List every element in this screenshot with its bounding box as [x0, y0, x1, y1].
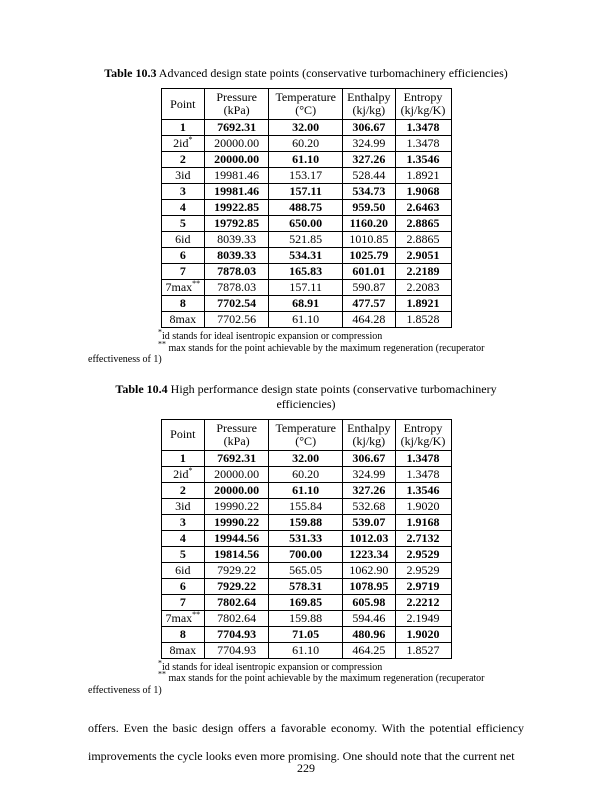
cell-enthalpy: 605.98 — [343, 594, 395, 610]
cell-entropy: 2.2212 — [395, 594, 451, 610]
cell-enthalpy: 306.67 — [343, 450, 395, 466]
cell-entropy: 2.9529 — [395, 546, 451, 562]
cell-pressure: 19814.56 — [205, 546, 269, 562]
footnote-line — [88, 685, 524, 697]
cell-point: 5 — [161, 216, 205, 232]
header-title: Entropy — [403, 90, 443, 104]
cell-enthalpy: 594.46 — [343, 610, 395, 626]
cell-temperature: 165.83 — [269, 264, 343, 280]
cell-enthalpy: 306.67 — [343, 120, 395, 136]
cell-pressure: 7704.93 — [205, 626, 269, 642]
cell-temperature: 650.00 — [269, 216, 343, 232]
cell-enthalpy: 327.26 — [343, 152, 395, 168]
cell-temperature: 159.88 — [269, 610, 343, 626]
cell-point: 2id* — [161, 466, 205, 482]
cell-temperature: 61.10 — [269, 312, 343, 328]
header-title: Point — [170, 96, 196, 111]
table-header — [161, 419, 451, 450]
header-title: Temperature — [275, 90, 336, 104]
footnote-marker: ** — [192, 279, 201, 288]
footnote-text: id stands for ideal isentropic expansion or compression — [162, 331, 383, 342]
column-header-temperature — [269, 419, 343, 450]
table-row — [161, 482, 451, 498]
cell-point: 6 — [161, 578, 205, 594]
cell-entropy: 2.1949 — [395, 610, 451, 626]
cell-entropy: 2.9529 — [395, 562, 451, 578]
table-row — [161, 248, 451, 264]
cell-entropy: 1.3478 — [395, 120, 451, 136]
cell-enthalpy: 1012.03 — [343, 530, 395, 546]
body-paragraph: offers. Even the basic design offers a favorable economy. With the potential efficiency improvements the cycle looks even more promising. One should note that the current net — [88, 721, 524, 763]
cell-enthalpy: 464.25 — [343, 642, 395, 658]
cell-enthalpy: 480.96 — [343, 626, 395, 642]
cell-entropy: 1.8921 — [395, 296, 451, 312]
header-title: Point — [170, 427, 196, 441]
table-row — [161, 578, 451, 594]
cell-point: 8max — [161, 642, 205, 658]
cell-pressure: 8039.33 — [205, 232, 269, 248]
cell-pressure: 7878.03 — [205, 280, 269, 296]
table-row — [161, 264, 451, 280]
cell-temperature: 157.11 — [269, 184, 343, 200]
cell-pressure: 7802.64 — [205, 610, 269, 626]
cell-pressure: 7802.64 — [205, 594, 269, 610]
table-row — [161, 200, 451, 216]
cell-pressure: 7702.54 — [205, 296, 269, 312]
cell-temperature: 578.31 — [269, 578, 343, 594]
cell-temperature: 169.85 — [269, 594, 343, 610]
cell-point: 3id — [161, 168, 205, 184]
footnote-text: id stands for ideal isentropic expansion or compression — [162, 661, 383, 673]
footnote-line — [158, 339, 524, 355]
cell-enthalpy: 959.50 — [343, 200, 395, 216]
cell-point: 1 — [161, 120, 205, 136]
cell-temperature: 534.31 — [269, 248, 343, 264]
footnote-marker: * — [188, 135, 193, 144]
cell-temperature: 71.05 — [269, 626, 343, 642]
footnote-marker: ** — [158, 669, 166, 679]
footnote-marker: ** — [158, 339, 166, 349]
table-caption-text: Advanced design state points (conservative turbomachinery efficiencies) — [156, 66, 508, 80]
cell-entropy: 2.2189 — [395, 264, 451, 280]
cell-point: 7max** — [161, 280, 205, 296]
footnote-text: effectiveness of 1) — [88, 684, 162, 696]
cell-enthalpy: 324.99 — [343, 466, 395, 482]
cell-pressure: 19944.56 — [205, 530, 269, 546]
cell-point: 7max** — [161, 610, 205, 626]
footnote-marker: ** — [192, 609, 201, 619]
table-row — [161, 152, 451, 168]
footnote-line — [158, 669, 524, 685]
cell-pressure: 20000.00 — [205, 136, 269, 152]
cell-enthalpy: 532.68 — [343, 498, 395, 514]
cell-point: 7 — [161, 264, 205, 280]
cell-entropy: 2.2083 — [395, 280, 451, 296]
cell-enthalpy: 1010.85 — [343, 232, 395, 248]
table-row — [161, 450, 451, 466]
cell-temperature: 155.84 — [269, 498, 343, 514]
cell-pressure: 20000.00 — [205, 482, 269, 498]
column-header-temperature — [269, 89, 343, 120]
cell-enthalpy: 324.99 — [343, 136, 395, 152]
cell-entropy: 1.3546 — [395, 482, 451, 498]
cell-entropy: 2.8865 — [395, 216, 451, 232]
header-title: Pressure — [216, 90, 257, 104]
cell-enthalpy: 1160.20 — [343, 216, 395, 232]
table-row — [161, 120, 451, 136]
cell-enthalpy: 528.44 — [343, 168, 395, 184]
table-row — [161, 642, 451, 658]
cell-temperature: 32.00 — [269, 450, 343, 466]
cell-enthalpy: 534.73 — [343, 184, 395, 200]
table-caption-text: High performance design state points (conservative turbomachinery efficiencies) — [167, 381, 497, 411]
cell-point: 3id — [161, 498, 205, 514]
cell-pressure: 7929.22 — [205, 578, 269, 594]
cell-pressure: 19981.46 — [205, 168, 269, 184]
cell-temperature: 61.10 — [269, 152, 343, 168]
table-row — [161, 594, 451, 610]
cell-pressure: 19792.85 — [205, 216, 269, 232]
cell-point: 3 — [161, 184, 205, 200]
cell-point: 4 — [161, 200, 205, 216]
table-row — [161, 232, 451, 248]
cell-temperature: 565.05 — [269, 562, 343, 578]
cell-point: 8 — [161, 296, 205, 312]
table-row — [161, 610, 451, 626]
cell-point: 7 — [161, 594, 205, 610]
table-header — [161, 89, 451, 120]
cell-pressure: 8039.33 — [205, 248, 269, 264]
state-points-table-10-4 — [161, 419, 452, 659]
cell-pressure: 7702.56 — [205, 312, 269, 328]
cell-entropy: 1.8527 — [395, 642, 451, 658]
cell-temperature: 32.00 — [269, 120, 343, 136]
cell-entropy: 1.3478 — [395, 136, 451, 152]
table-footnotes-10-3 — [88, 327, 524, 366]
table-caption-10-4 — [88, 382, 524, 412]
cell-entropy: 1.9168 — [395, 514, 451, 530]
cell-entropy: 1.9020 — [395, 498, 451, 514]
cell-pressure: 7929.22 — [205, 562, 269, 578]
cell-entropy: 2.9051 — [395, 248, 451, 264]
cell-temperature: 159.88 — [269, 514, 343, 530]
cell-point: 2 — [161, 152, 205, 168]
cell-pressure: 20000.00 — [205, 152, 269, 168]
table-row — [161, 546, 451, 562]
table-row — [161, 136, 451, 152]
table-row — [161, 498, 451, 514]
table-row — [161, 562, 451, 578]
cell-point: 2 — [161, 482, 205, 498]
footnote-text: max stands for the point achievable by the maximum regeneration (recuperator — [166, 342, 485, 354]
cell-entropy: 1.9020 — [395, 626, 451, 642]
header-title: Temperature — [275, 420, 336, 435]
table-row — [161, 296, 451, 312]
table-caption-10-3 — [88, 66, 524, 81]
cell-temperature: 521.85 — [269, 232, 343, 248]
table-row — [161, 530, 451, 546]
header-unit: (kj/kg/K) — [400, 103, 446, 117]
cell-entropy: 2.9719 — [395, 578, 451, 594]
cell-pressure: 19990.22 — [205, 498, 269, 514]
column-header-entropy — [395, 419, 451, 450]
header-unit: (kPa) — [223, 433, 250, 448]
column-header-enthalpy — [343, 419, 395, 450]
table-row — [161, 514, 451, 530]
cell-entropy: 1.8921 — [395, 168, 451, 184]
cell-enthalpy: 1025.79 — [343, 248, 395, 264]
cell-temperature: 61.10 — [269, 482, 343, 498]
table-body — [161, 450, 451, 658]
table-row — [161, 280, 451, 296]
table-row — [161, 466, 451, 482]
cell-pressure: 7878.03 — [205, 264, 269, 280]
column-header-enthalpy — [343, 89, 395, 120]
header-unit: (kj/kg) — [352, 433, 386, 448]
cell-enthalpy: 327.26 — [343, 482, 395, 498]
cell-point: 2id* — [161, 136, 205, 152]
page-number: 229 — [297, 761, 315, 775]
column-header-point — [161, 419, 205, 450]
cell-point: 6 — [161, 248, 205, 264]
column-header-entropy — [395, 89, 451, 120]
header-unit: (kPa) — [223, 103, 250, 117]
table-footnotes-10-4 — [88, 658, 524, 697]
cell-enthalpy: 1078.95 — [343, 578, 395, 594]
cell-temperature: 157.11 — [269, 280, 343, 296]
table-body — [161, 120, 451, 328]
cell-pressure: 19922.85 — [205, 200, 269, 216]
cell-temperature: 700.00 — [269, 546, 343, 562]
cell-enthalpy: 539.07 — [343, 514, 395, 530]
header-row — [161, 89, 451, 120]
footnote-line — [158, 327, 524, 343]
footnote-marker: * — [188, 465, 193, 475]
cell-enthalpy: 464.28 — [343, 312, 395, 328]
cell-point: 6id — [161, 562, 205, 578]
cell-enthalpy: 477.57 — [343, 296, 395, 312]
cell-temperature: 488.75 — [269, 200, 343, 216]
header-title: Entropy — [403, 420, 443, 435]
cell-point: 8 — [161, 626, 205, 642]
cell-pressure: 7692.31 — [205, 450, 269, 466]
cell-enthalpy: 590.87 — [343, 280, 395, 296]
footnote-marker: * — [158, 327, 162, 337]
cell-temperature: 153.17 — [269, 168, 343, 184]
cell-pressure: 20000.00 — [205, 466, 269, 482]
footnote-text: max stands for the point achievable by the maximum regeneration (recuperator — [166, 673, 485, 684]
table-caption-label: Table 10.3 — [104, 66, 157, 80]
cell-enthalpy: 601.01 — [343, 264, 395, 280]
cell-entropy: 2.8865 — [395, 232, 451, 248]
cell-pressure: 7704.93 — [205, 642, 269, 658]
table-row — [161, 312, 451, 328]
header-unit: (kj/kg) — [352, 103, 386, 117]
cell-point: 4 — [161, 530, 205, 546]
cell-entropy: 2.7132 — [395, 530, 451, 546]
cell-enthalpy: 1223.34 — [343, 546, 395, 562]
cell-point: 5 — [161, 546, 205, 562]
header-title: Pressure — [216, 420, 257, 435]
cell-temperature: 68.91 — [269, 296, 343, 312]
footnote-line — [158, 658, 524, 674]
header-row — [161, 419, 451, 450]
header-unit: (kj/kg/K) — [400, 433, 446, 448]
cell-pressure: 19990.22 — [205, 514, 269, 530]
column-header-pressure — [205, 89, 269, 120]
cell-temperature: 531.33 — [269, 530, 343, 546]
table-row — [161, 626, 451, 642]
table-row — [161, 184, 451, 200]
cell-point: 8max — [161, 312, 205, 328]
cell-point: 6id — [161, 232, 205, 248]
column-header-point — [161, 89, 205, 120]
cell-temperature: 60.20 — [269, 466, 343, 482]
table-caption-label: Table 10.4 — [115, 381, 168, 396]
cell-point: 1 — [161, 450, 205, 466]
state-points-table-10-3 — [161, 88, 452, 328]
cell-entropy: 1.3478 — [395, 466, 451, 482]
cell-entropy: 1.9068 — [395, 184, 451, 200]
cell-enthalpy: 1062.90 — [343, 562, 395, 578]
cell-temperature: 60.20 — [269, 136, 343, 152]
cell-entropy: 2.6463 — [395, 200, 451, 216]
header-title: Enthalpy — [347, 90, 391, 104]
footnote-text: effectiveness of 1) — [88, 354, 162, 365]
header-unit: (°C) — [295, 103, 317, 117]
header-unit: (°C) — [295, 433, 317, 448]
cell-entropy: 1.3478 — [395, 450, 451, 466]
cell-pressure: 7692.31 — [205, 120, 269, 136]
cell-temperature: 61.10 — [269, 642, 343, 658]
table-row — [161, 168, 451, 184]
column-header-pressure — [205, 419, 269, 450]
cell-entropy: 1.3546 — [395, 152, 451, 168]
cell-entropy: 1.8528 — [395, 312, 451, 328]
cell-point: 3 — [161, 514, 205, 530]
table-row — [161, 216, 451, 232]
footnote-marker: * — [158, 658, 162, 668]
header-title: Enthalpy — [347, 420, 391, 435]
footnote-line — [88, 354, 524, 366]
cell-pressure: 19981.46 — [205, 184, 269, 200]
